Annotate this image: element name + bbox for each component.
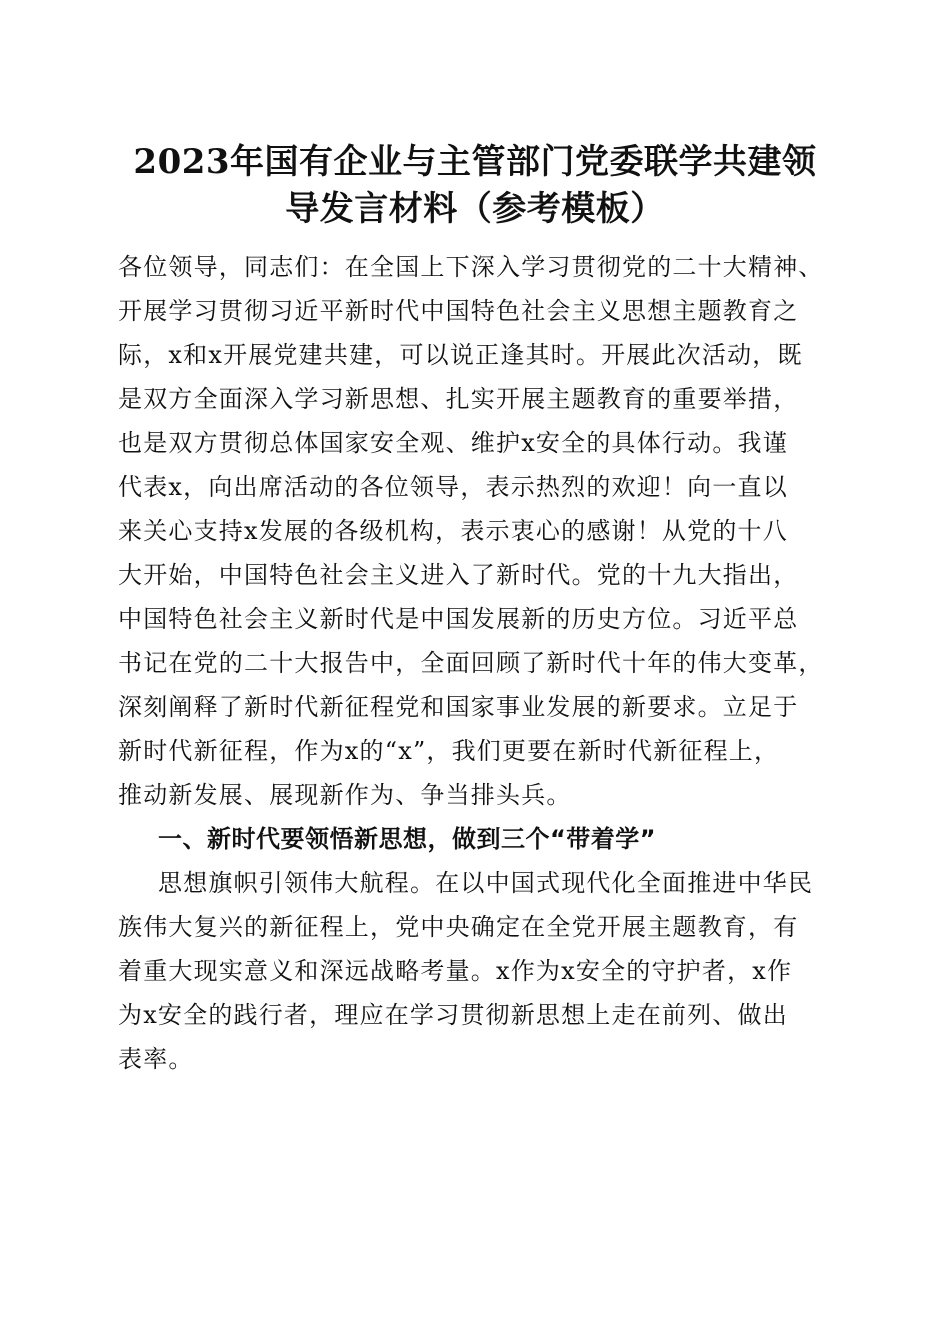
paragraph-1-line: 开展学习贯彻习近平新时代中国特色社会主义思想主题教育之 — [118, 297, 799, 325]
paragraph-1-line: 也是双方贯彻总体国家安全观、维护x安全的具体行动。我谨 — [118, 429, 788, 457]
paragraph-1-line: 新时代新征程，作为x的“x”，我们更要在新时代新征程上， — [118, 737, 780, 765]
document-title-line-1: 2023年国有企业与主管部门党委联学共建领 — [133, 142, 817, 182]
paragraph-1-line: 际，x和x开展党建共建，可以说正逢其时。开展此次活动，既 — [118, 341, 803, 369]
paragraph-1-line: 来关心支持x发展的各级机构，表示衷心的感谢！从党的十八 — [118, 517, 788, 545]
paragraph-1-line: 书记在党的二十大报告中，全面回顾了新时代十年的伟大变革， — [118, 649, 824, 677]
paragraph-1-line: 大开始，中国特色社会主义进入了新时代。党的十九大指出， — [118, 561, 799, 589]
paragraph-2-line: 思想旗帜引领伟大航程。在以中国式现代化全面推进中华民 — [158, 869, 814, 897]
paragraph-1-line: 代表x，向出席活动的各位领导，表示热烈的欢迎！向一直以 — [118, 473, 788, 501]
paragraph-2-line: 为x安全的践行者，理应在学习贯彻新思想上走在前列、做出 — [118, 1001, 788, 1029]
paragraph-1-line: 是双方全面深入学习新思想、扎实开展主题教育的重要举措， — [118, 385, 799, 413]
paragraph-2-line: 着重大现实意义和深远战略考量。x作为x安全的守护者，x作 — [118, 957, 793, 985]
paragraph-2-line: 族伟大复兴的新征程上，党中央确定在全党开展主题教育，有 — [118, 913, 799, 941]
paragraph-1-line: 深刻阐释了新时代新征程党和国家事业发展的新要求。立足于 — [118, 693, 799, 721]
section-1-heading: 一、新时代要领悟新思想，做到三个“带着学” — [158, 825, 657, 853]
paragraph-2-line: 表率。 — [118, 1045, 194, 1073]
paragraph-1-line: 中国特色社会主义新时代是中国发展新的历史方位。习近平总 — [118, 605, 799, 633]
paragraph-1-line: 各位领导，同志们：在全国上下深入学习贯彻党的二十大精神、 — [118, 253, 824, 281]
document-title-line-2: 导发言材料（参考模板） — [285, 189, 665, 229]
paragraph-1-line: 推动新发展、展现新作为、争当排头兵。 — [118, 781, 572, 809]
